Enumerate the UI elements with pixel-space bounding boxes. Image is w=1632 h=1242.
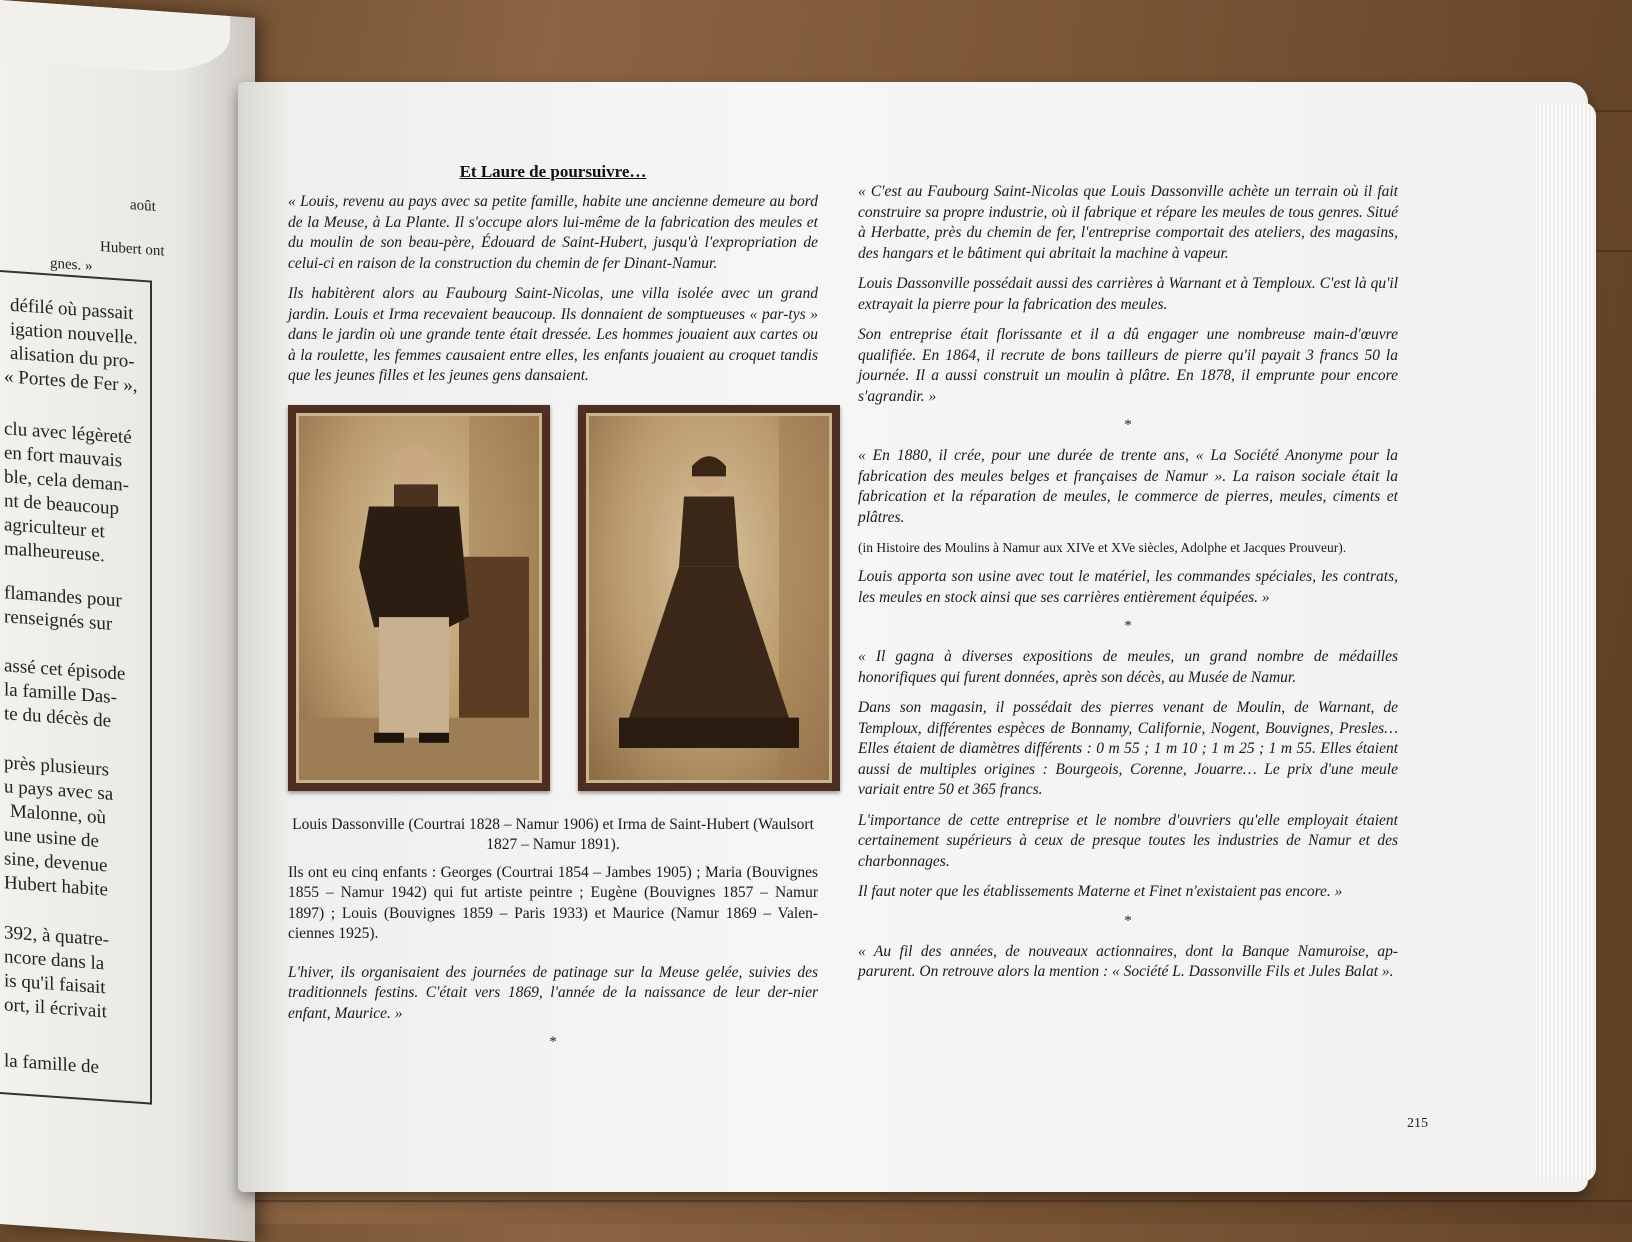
left-line: nt de beaucoup xyxy=(4,490,120,520)
left-line: is qu'il faisait xyxy=(4,970,106,999)
photo-louis-dassonville xyxy=(288,405,550,791)
children-note: Ils ont eu cinq enfants : Georges (Courtrai 1854 – Jambes 1905) ; Maria (Bouvignes 1855 – Namur 1942) qui fut artiste peintre ; Eugène (Bouvignes 1857 – Namur 1897) ; Louis (Bouvignes 1859 – Paris 1933) et Maurice (Namur 1869 – Valen-ciennes 1925). xyxy=(288,863,818,942)
paragraph: « En 1880, il crée, pour une durée de trente ans, « La Société Anonyme pour la fabrication des meules belges et françaises de Namur ». La raison sociale était la fabrication et la réparation de meules, le commerce de pierres, meules, ciments et plâtres. xyxy=(858,447,1398,526)
left-line: renseignés sur xyxy=(4,606,113,635)
left-line: sine, devenue xyxy=(4,848,108,877)
left-line: « Portes de Fer », xyxy=(4,366,138,397)
photo-caption: Louis Dassonville (Courtrai 1828 – Namur 1906) et Irma de Saint-Hubert (Waulsort 1827 – Namur 1891). xyxy=(292,815,814,853)
photo-pair xyxy=(288,405,818,805)
paragraph: « Au fil des années, de nouveaux actionnaires, dont la Banque Namuroise, ap-parurent. On retrouve alors la mention : « Société L. Dassonville Fils et Jules Balat ». xyxy=(858,942,1398,980)
left-line: malheureuse. xyxy=(4,538,105,567)
right-column xyxy=(858,182,1398,993)
left-line: défilé où passait xyxy=(10,294,134,325)
left-line: agriculteur et xyxy=(4,514,105,543)
left-line: igation nouvelle. xyxy=(10,318,138,349)
left-line: flamandes pour xyxy=(4,582,122,612)
left-line: gnes. » xyxy=(50,255,93,275)
section-separator: * xyxy=(549,1034,557,1050)
page-number: 215 xyxy=(1407,1116,1428,1131)
page-edges xyxy=(1536,102,1596,1182)
left-line: alisation du pro- xyxy=(10,342,135,373)
left-line: te du décès de xyxy=(4,703,112,732)
paragraph: Il faut noter que les établissements Materne et Finet n'existaient pas encore. » xyxy=(858,883,1343,900)
paragraph: Louis apporta son usine avec tout le matériel, les commandes spéciales, les contrats, les meules en stock ainsi que ses carrières entièrement équipées. » xyxy=(858,568,1398,606)
section-separator: * xyxy=(1124,912,1132,929)
book-page xyxy=(238,82,1588,1192)
paragraph: Dans son magasin, il possédait des pierres venant de Moulin, de Warnant, de Temploux, différentes espèces de Bonnamy, Californie, Nogent, Bouvignes, Presles… Elles étaient de diamètres différents : 0 m 55 ; 1 m 10 ; 1 m 25 ; 1 m 55. Elles étaient aussi de multiples origines : Bourgeois, Corenne, Jouarre… Le prix d'une meule variait entre 50 et 365 francs. xyxy=(858,699,1398,798)
paragraph: Louis Dassonville possédait aussi des carrières à Warnant et à Temploux. C'est là qu'il extrayait la pierre pour la fabrication des meules. xyxy=(858,275,1398,313)
left-line: 392, à quatre- xyxy=(4,922,109,951)
left-line: une usine de xyxy=(4,824,99,852)
left-line: la famille Das- xyxy=(4,679,117,709)
left-line: clu avec légèreté xyxy=(4,418,132,449)
left-page xyxy=(0,0,255,1242)
left-line: assé cet épisode xyxy=(4,655,126,685)
left-line: près plusieurs xyxy=(4,752,110,781)
left-column xyxy=(288,162,818,1063)
left-line: ble, cela deman- xyxy=(4,466,130,497)
left-line: u pays avec sa xyxy=(4,776,114,805)
paragraph: « Il gagna à diverses expositions de meules, un grand nombre de médailles honorifiques qui furent données, après son décès, au Musée de Namur. xyxy=(858,648,1398,686)
section-separator: * xyxy=(1124,417,1132,433)
paragraph: L'hiver, ils organisaient des journées de patinage sur la Meuse gelée, suivies des traditionnels festins. C'était vers 1869, l'année de la naissance de leur der-nier enfant, Maurice. » xyxy=(288,963,818,1022)
left-page-corner xyxy=(0,0,230,76)
left-line: ncore dans la xyxy=(4,946,105,975)
photo-irma-de-saint-hubert xyxy=(578,405,840,791)
paragraph: « Louis, revenu au pays avec sa petite famille, habite une ancienne demeure au bord de la Meuse, à La Plante. Il s'occupe alors lui-même de la fabrication des meules et du moulin de son beau-père, Édouard de Saint-Hubert, jusqu'à l'expropriation de celui-ci en raison de la construction du chemin de fer Dinant-Namur. xyxy=(288,193,818,272)
citation: (in Histoire des Moulins à Namur aux XIVe et XVe siècles, Adolphe et Jacques Prouveur). xyxy=(858,540,1347,555)
left-line: la famille de xyxy=(4,1050,99,1078)
photo-image xyxy=(586,413,832,783)
left-line: ort, il écrivait xyxy=(4,994,107,1023)
left-line: Hubert ont xyxy=(100,238,165,260)
paragraph: « C'est au Faubourg Saint-Nicolas que Louis Dassonville achète un terrain où il fait construire sa propre industrie, où il fabrique et répare les meules de tous genres. Situé à Herbatte, près du chemin de fer, l'entreprise comportait des ateliers, des magasins, des hangars et le bâtiment qui abritait la machine à vapeur. xyxy=(858,183,1398,262)
section-separator: * xyxy=(1124,618,1132,634)
left-line: en fort mauvais xyxy=(4,442,123,472)
portrait-man-image xyxy=(299,416,539,780)
left-line: Hubert habite xyxy=(4,872,108,901)
left-line: Malonne, où xyxy=(10,800,107,829)
section-heading: Et Laure de poursuivre… xyxy=(459,162,647,181)
paragraph: Son entreprise était florissante et il a dû engager une nombreuse main-d'œuvre qualifiée. En 1864, il recrute de bons tailleurs de pierre qu'il payait 3 francs 50 la journée. Il a aussi construit un moulin à plâtre. En 1878, il emprunte pour encore s'agrandir. » xyxy=(858,326,1398,405)
left-line: août xyxy=(130,197,156,215)
photo-image xyxy=(296,413,542,783)
paragraph: Ils habitèrent alors au Faubourg Saint-Nicolas, une villa isolée avec un grand jardin. Louis et Irma recevaient beaucoup. Ils donnaient de somptueuses « par-tys » dans le jardin où une grande tente était dressée. Les hommes jouaient aux cartes ou à la roulette, les femmes causaient entre elles, les enfants jouaient au croquet tandis que les jeunes filles et les jeunes gens dansaient. xyxy=(288,285,818,384)
portrait-woman-image xyxy=(589,416,829,780)
paragraph: L'importance de cette entreprise et le nombre d'ouvriers qu'elle employait étaient certainement supérieurs à ceux de presque toutes les industries de Namur et des charbonnages. xyxy=(858,811,1398,870)
